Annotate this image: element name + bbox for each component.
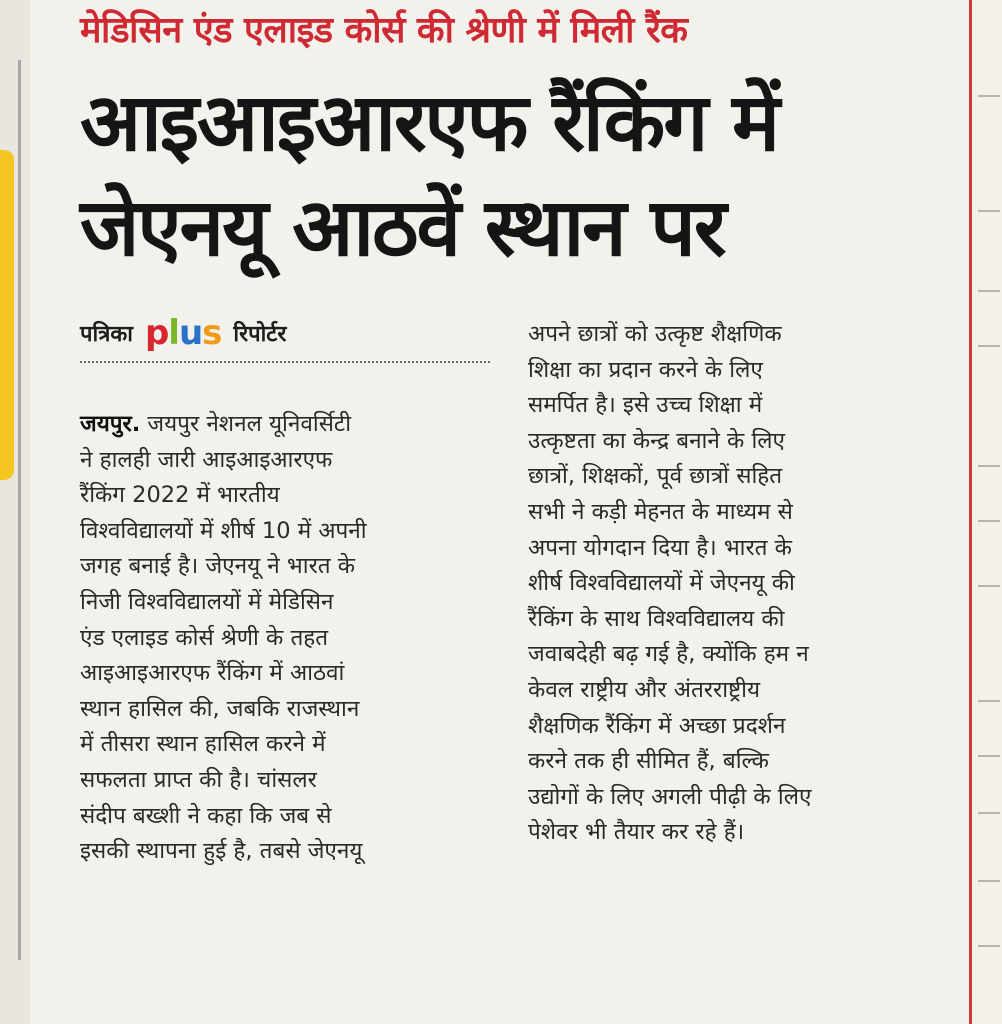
column-left-text: जगह बनाई है। जेएनयू ने भारत के (80, 553, 356, 580)
right-edge-tick (978, 945, 1000, 947)
column-right-text: उद्योगों के लिए अगली पीढ़ी के लिए (528, 783, 812, 810)
plus-logo: plus (144, 313, 222, 353)
column-right-text: केवल राष्ट्रीय और अंतरराष्ट्रीय (528, 676, 761, 703)
column-right-text: पेशेवर भी तैयार कर रहे हैं। (528, 819, 745, 846)
column-right-line (528, 459, 948, 495)
right-edge-tick (978, 520, 1000, 522)
column-right-line (528, 780, 948, 816)
right-edge-tick (978, 95, 1000, 97)
column-right-line (528, 424, 948, 460)
column-right-text: सभी ने कड़ी मेहनत के माध्यम से (528, 498, 793, 525)
column-left-text: एंड एलाइड कोर्स श्रेणी के तहत (80, 624, 329, 651)
column-right-line (528, 531, 948, 567)
headline-line-1: आइआइआरएफ रैंकिंग में (80, 76, 778, 169)
column-left-line (80, 799, 500, 835)
column-right-text: शीर्ष विश्वविद्यालयों में जेएनयू की (528, 570, 795, 597)
news-article (38, 0, 968, 1024)
column-right-text: शैक्षणिक रैंकिंग में अच्छा प्रदर्शन (528, 712, 786, 739)
column-right-line (528, 566, 948, 602)
column-right-line (528, 317, 948, 353)
headline-line-2: जेएनयू आठवें स्थान पर (80, 181, 725, 274)
column-right-text: उत्कृष्टता का केन्द्र बनाने के लिए (528, 427, 785, 454)
column-left-text: आइआइआरएफ रैंकिंग में आठवां (80, 660, 345, 687)
column-left-text: विश्वविद्यालयों में शीर्ष 10 में अपनी (80, 517, 367, 544)
column-right-text: अपने छात्रों को उत्कृष्ट शैक्षणिक (528, 321, 782, 347)
column-left-line (80, 763, 500, 799)
column-left-text: स्थान हासिल की, जबकि राजस्थान (80, 695, 360, 722)
article-column-left (80, 407, 500, 870)
column-right-line (528, 815, 948, 851)
left-gray-rule (18, 60, 33, 960)
column-left-text: ने हालही जारी आइआइआरएफ (80, 446, 333, 473)
column-left-line (80, 621, 500, 657)
right-page-edge (969, 0, 1002, 1024)
byline (80, 313, 490, 363)
column-right-text: छात्रों, शिक्षकों, पूर्व छात्रों सहित (528, 463, 783, 490)
article-kicker: मेडिसिन एंड एलाइड कोर्स की श्रेणी में मिली रैंक (80, 10, 688, 51)
right-edge-tick (978, 880, 1000, 882)
column-left-line (80, 692, 500, 728)
column-left-text: रैंकिंग 2022 में भारतीय (80, 482, 280, 509)
column-right-text: रैंकिंग के साथ विश्वविद्यालय की (528, 605, 785, 632)
column-left-line (80, 514, 500, 550)
column-left-text: सफलता प्राप्त की है। चांसलर (80, 766, 317, 793)
column-right-line (528, 388, 948, 424)
column-right-text: समर्पित है। इसे उच्च शिक्षा में (528, 392, 763, 419)
column-right-line (528, 709, 948, 745)
column-right-text: जवाबदेही बढ़ गई है, क्योंकि हम न (528, 641, 809, 668)
right-edge-tick (978, 290, 1000, 292)
article-column-right (528, 317, 948, 851)
column-left-line (80, 585, 500, 621)
right-edge-tick (978, 755, 1000, 757)
column-right-line (528, 353, 948, 389)
column-left-line (80, 834, 500, 870)
byline-publication: पत्रिका (80, 322, 133, 347)
column-left-line (80, 478, 500, 514)
column-right-line (528, 744, 948, 780)
column-right-text: करने तक ही सीमित हैं, बल्कि (528, 748, 769, 775)
column-left-text: निजी विश्वविद्यालयों में मेडिसिन (80, 588, 334, 615)
column-right-line (528, 495, 948, 531)
column-left-text: जयपुर नेशनल यूनिवर्सिटी (140, 411, 352, 437)
right-edge-tick (978, 345, 1000, 347)
right-edge-tick (978, 210, 1000, 212)
byline-role: रिपोर्टर (233, 322, 287, 347)
column-left-text: इसकी स्थापना हुई है, तबसे जेएनयू (80, 838, 363, 865)
article-dateline: जयपुर. (80, 411, 141, 437)
column-left-line (80, 549, 500, 585)
article-headline (80, 70, 960, 280)
column-right-text: अपना योगदान दिया है। भारत के (528, 534, 792, 561)
right-edge-tick (978, 812, 1000, 814)
column-left-text: में तीसरा स्थान हासिल करने में (80, 731, 326, 758)
column-left-line (80, 727, 500, 763)
left-yellow-strip (0, 150, 14, 480)
column-left-text: संदीप बख्शी ने कहा कि जब से (80, 802, 332, 829)
column-left-line (80, 656, 500, 692)
column-right-line (528, 637, 948, 673)
right-edge-tick (978, 700, 1000, 702)
column-right-line (528, 673, 948, 709)
right-edge-tick (978, 585, 1000, 587)
column-left-line (80, 443, 500, 479)
column-right-text: शिक्षा का प्रदान करने के लिए (528, 356, 763, 383)
column-left-line (80, 407, 500, 443)
column-right-line (528, 602, 948, 638)
right-edge-tick (978, 465, 1000, 467)
